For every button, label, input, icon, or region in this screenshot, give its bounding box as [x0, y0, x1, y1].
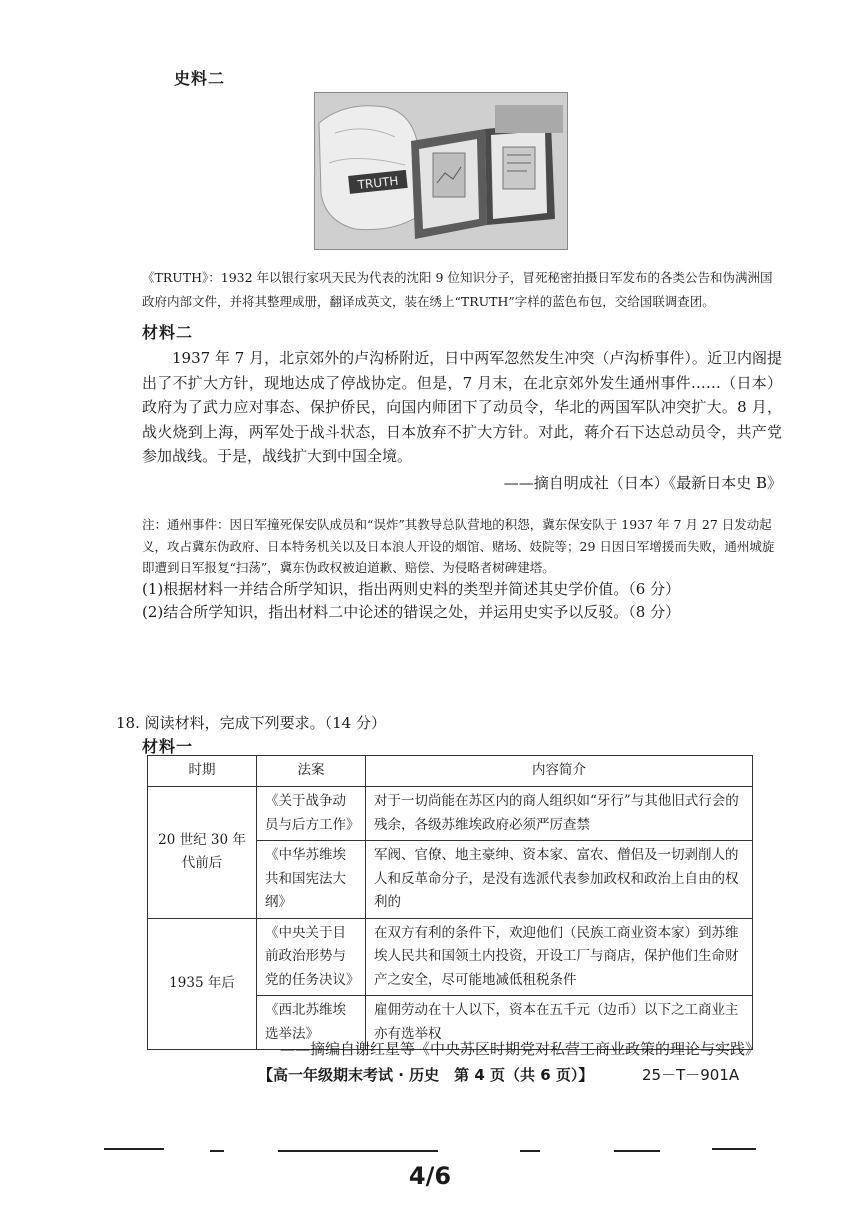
- header-period: 时期: [148, 756, 257, 787]
- law-cell: 《中华苏维埃共和国宪法大纲》: [257, 841, 366, 919]
- scan-artifact: [614, 1150, 660, 1152]
- scan-artifact: [210, 1150, 224, 1152]
- question-2: (2)结合所学知识，指出材料二中论述的错误之处，并运用史实予以反驳。（8 分）: [142, 603, 681, 621]
- exam-code: 25－T－901A: [642, 1066, 740, 1084]
- material-2-source: ——摘自明成社（日本）《最新日本史 B》: [503, 473, 782, 492]
- question-18-title: 18. 阅读材料，完成下列要求。（14 分）: [116, 714, 386, 732]
- page-indicator: 4/6: [408, 1162, 452, 1190]
- photo-caption: 《TRUTH》：1932 年以银行家巩天民为代表的沈阳 9 位知识分子，冒死秘密拍摄日军发布的各类公告和伪满洲国政府内部文件，并将其整理成册，翻译成英文，装在绣上“TRUTH”字样的蓝色布包，交给国联调查团。: [142, 270, 773, 309]
- table-header-row: [148, 756, 753, 787]
- scan-artifact: [712, 1148, 756, 1150]
- scan-artifact: [278, 1150, 438, 1152]
- material-1-heading: 材料一: [142, 737, 194, 756]
- table-row: [148, 787, 753, 841]
- content-cell: 军阀、官僚、地主豪绅、资本家、富农、僧侣及一切剥削人的人和反革命分子，是没有选派代表参加政权和政治上自由的权利的: [366, 841, 753, 919]
- material-2-heading: 材料二: [142, 323, 194, 342]
- table-row: [148, 918, 753, 996]
- law-cell: 《关于战争动员与后方工作》: [257, 787, 366, 841]
- truth-bag-photo: [314, 92, 568, 250]
- source-2-heading: 史料二: [174, 69, 226, 88]
- page-footer: 【高一年级期末考试 · 历史 第 4 页（共 6 页）】: [258, 1066, 594, 1084]
- material-2-text: 1937 年 7 月，北京郊外的卢沟桥附近，日中两军忽然发生冲突（卢沟桥事件）。近卫内阁提出了不扩大方针，现地达成了停战协定。但是，7 月末，在北京郊外发生通州事件……（日本）政府为了武力应对事态、保护侨民，向国内师团下了动员令，华北的两国军队冲突扩大。8 月，战火烧到上海，两军处于战斗状态，日本放弃不扩大方针。对此，蒋介石下达总动员令，共产党参加战线。于是，战线扩大到中国全境。: [142, 349, 782, 465]
- content-cell: 雇佣劳动在十人以下，资本在五千元（边币）以下之工商业主亦有选举权: [366, 996, 753, 1050]
- law-cell: 《中央关于目前政治形势与党的任务决议》: [257, 918, 366, 996]
- material-1-source: ——摘编自谢红星等《中央苏区时期党对私营工商业政策的理论与实践》: [280, 1040, 761, 1058]
- period-cell: 20 世纪 30 年代前后: [148, 787, 257, 919]
- scan-artifact: [520, 1150, 540, 1152]
- content-cell: 在双方有利的条件下，欢迎他们（民族工商业资本家）到苏维埃人民共和国领土内投资，开设工厂与商店，保护他们生命财产之安全，尽可能地减低租税条件: [366, 918, 753, 996]
- law-cell: 《西北苏维埃选举法》: [257, 996, 366, 1050]
- material-2-note: 注：通州事件：因日军撞死保安队成员和“误炸”其教导总队营地的积怨，冀东保安队于 1937 年 7 月 27 日发动起义，攻占冀东伪政府、日本特务机关以及日本浪人开设的烟馆、赌场、妓院等；29 日因日军增援而失败，通州城旋即遭到日军报复“扫荡”，冀东伪政权被迫道歉、赔偿、为侵略者树碑建塔。: [142, 517, 775, 575]
- material-2-body: [142, 346, 782, 495]
- scan-artifact: [104, 1148, 164, 1150]
- laws-table: [147, 755, 753, 1050]
- header-content: 内容简介: [366, 756, 753, 787]
- content-cell: 对于一切尚能在苏区内的商人组织如“牙行”与其他旧式行会的残余，各级苏维埃政府必须严厉查禁: [366, 787, 753, 841]
- truth-label: TRUTH: [356, 173, 400, 192]
- question-1: (1)根据材料一并结合所学知识，指出两则史料的类型并简述其史学价值。（6 分）: [142, 580, 681, 598]
- header-law: 法案: [257, 756, 366, 787]
- period-cell: 1935 年后: [148, 918, 257, 1050]
